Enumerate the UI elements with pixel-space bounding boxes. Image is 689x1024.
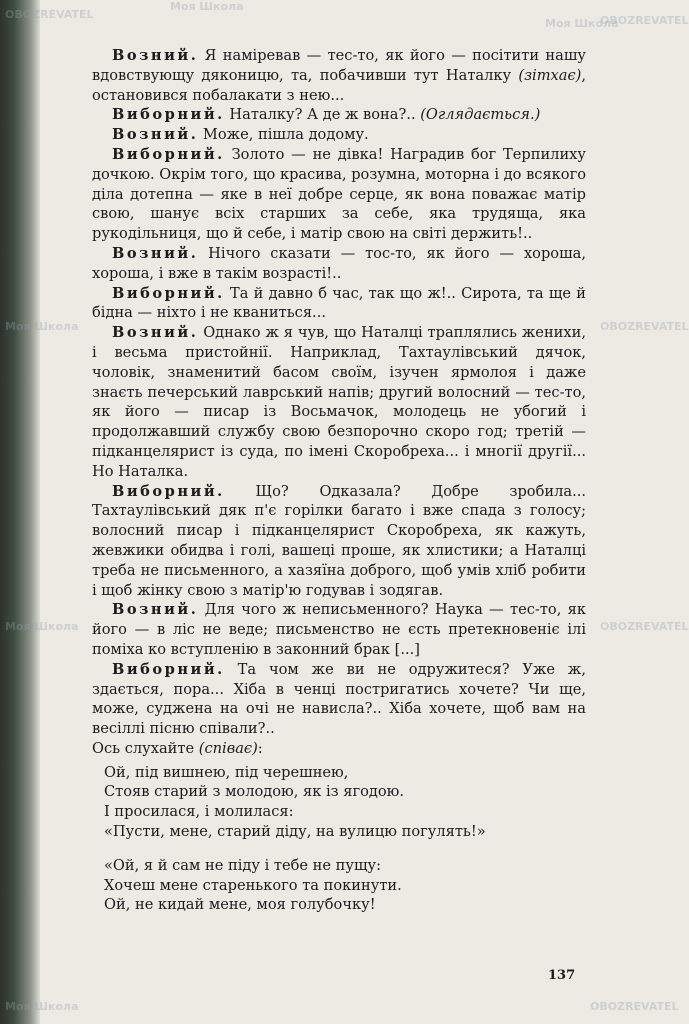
dialogue-text: Що? Одказала? Добре зробила... Тахтаулівський дяк п'є горілки багато і вже спада з голосу; волосний писар і підканцелярист Скоробреха, як кажуть, жевжики обидва і голі, вашеці проше, як хлистики; а Наталці треба не письменного, а хазяїна доброго, щоб умів хліб робити і щоб жінку свою з матір'ю годував і зодягав. xyxy=(92,482,586,599)
speaker-name: Виборний. xyxy=(112,145,225,163)
dialogue-paragraph xyxy=(92,244,586,284)
song-line: І просилася, і молилася: xyxy=(104,803,294,821)
song-intro-tail: : xyxy=(257,739,263,757)
dialogue-paragraph xyxy=(92,145,586,244)
speaker-name: Возний. xyxy=(112,244,199,262)
watermark-left: Моя Школа xyxy=(5,620,79,633)
stanza-gap xyxy=(92,842,586,856)
dialogue-text: Однако ж я чув, що Наталці траплялись женихи, і весьма пристойнії. Наприклад, Тахтаулівський дячок, чоловік, знаменитий басом своїм, ізучен ярмолоя і даже знаєть печерський лаврський напів; другий волосний — тес-то, як його — писар із Восьмачок, молодець не убогий і продолжавший службу свою безпорочно скоро год; третій — підканцелярист із суда, по імені Скоробреха... і многії другії... Но Наталка. xyxy=(92,324,586,480)
watermark-right: OBOZREVATEL xyxy=(600,320,689,333)
song-line: Стояв старий з молодою, як із ягодою. xyxy=(104,783,405,801)
watermark-right: OBOZREVATEL xyxy=(600,620,689,633)
page-number: 137 xyxy=(548,968,576,983)
stage-direction: (Оглядається.) xyxy=(420,106,541,124)
watermark-left: OBOZREVATEL xyxy=(5,8,94,21)
dialogue-paragraph xyxy=(92,125,586,145)
dialogue-paragraph xyxy=(92,482,586,601)
watermark-left: Моя Школа xyxy=(545,17,619,30)
song-line: «Ой, я й сам не піду і тебе не пущу: xyxy=(104,856,382,874)
dialogue-text: Для чого ж неписьменного? Наука — тес-то, як його — в ліс не веде; письменство не єсть претекновеніє ілі поміха ко вступленію в законний брак [...] xyxy=(92,601,586,658)
speaker-name: Виборний. xyxy=(112,106,225,124)
dialogue-text: Нічого сказати — тос-то, як його — хороша, хороша, і вже в такім возрасті!.. xyxy=(92,244,586,282)
watermark-left: Моя Школа xyxy=(5,1000,79,1013)
song-intro xyxy=(92,739,586,759)
dialogue-text: , остановився побалакати з нею... xyxy=(92,66,586,104)
dialogue-text: Золото — не дівка! Наградив бог Терпилиху дочкою. Окрім того, що красива, розумна, моторна і до всякого діла дотепна — яке в неї добре серце, як вона поважає матір свою, шанує всіх старших за себе, яка трудяща, яка рукодільниця, що й себе, і матір свою на світі держить!.. xyxy=(92,145,587,243)
play-text xyxy=(92,46,586,915)
speaker-name: Виборний. xyxy=(112,482,225,500)
dialogue-paragraph xyxy=(92,105,586,125)
watermark-right: OBOZREVATEL xyxy=(590,1000,679,1013)
dialogue-text: Наталку? А де ж вона?.. xyxy=(224,106,421,124)
speaker-name: Виборний. xyxy=(112,660,225,678)
song-line: «Пусти, мене, старий діду, на вулицю погулять!» xyxy=(104,823,486,841)
dialogue-text: Та й давно б час, так що ж!.. Сирота, та ще й бідна — ніхто і не кваниться... xyxy=(92,284,586,322)
dialogue-paragraph xyxy=(92,660,586,739)
speaker-name: Возний. xyxy=(112,126,199,144)
speaker-name: Возний. xyxy=(112,601,199,619)
watermark-left: Моя Школа xyxy=(5,320,79,333)
speaker-name: Возний. xyxy=(112,324,199,342)
speaker-name: Виборний. xyxy=(112,284,225,302)
song-line: Ой, під вишнею, під черешнею, xyxy=(104,763,349,781)
watermark-right: OBOZREVATEL xyxy=(600,14,689,27)
watermark-left: Моя Школа xyxy=(170,0,244,13)
song-line: Хочеш мене старенького та покинути. xyxy=(104,876,402,894)
song-verse-1 xyxy=(104,763,586,842)
stage-direction: (співає) xyxy=(198,739,258,757)
song-line: Ой, не кидай мене, моя голубочку! xyxy=(104,896,376,914)
dialogue-text: Та чом же ви не одружитеся? Уже ж, здається, пора... Хіба в ченці постригатись хочете? Чи ще, може, суджена на очі не нависла?.. Хіба хочете, щоб вам на весіллі пісню співали?.. xyxy=(92,660,586,738)
dialogue-paragraph xyxy=(92,323,586,481)
song-verse-2 xyxy=(104,856,586,915)
dialogue-paragraph xyxy=(92,600,586,659)
book-spine-shadow xyxy=(0,0,40,1024)
dialogue-paragraph xyxy=(92,284,586,324)
speaker-name: Возний. xyxy=(112,47,199,64)
dialogue-text: Я наміревав — тес-то, як його — посітити нашу вдовствующу дяконицю, та, побачивши тут Наталку xyxy=(92,47,586,84)
dialogue-paragraph xyxy=(92,46,586,105)
song-intro-text: Ось слухайте xyxy=(92,739,199,757)
dialogue-text: Може, пішла додому. xyxy=(198,126,369,144)
stage-direction: (зітхає) xyxy=(518,66,582,84)
